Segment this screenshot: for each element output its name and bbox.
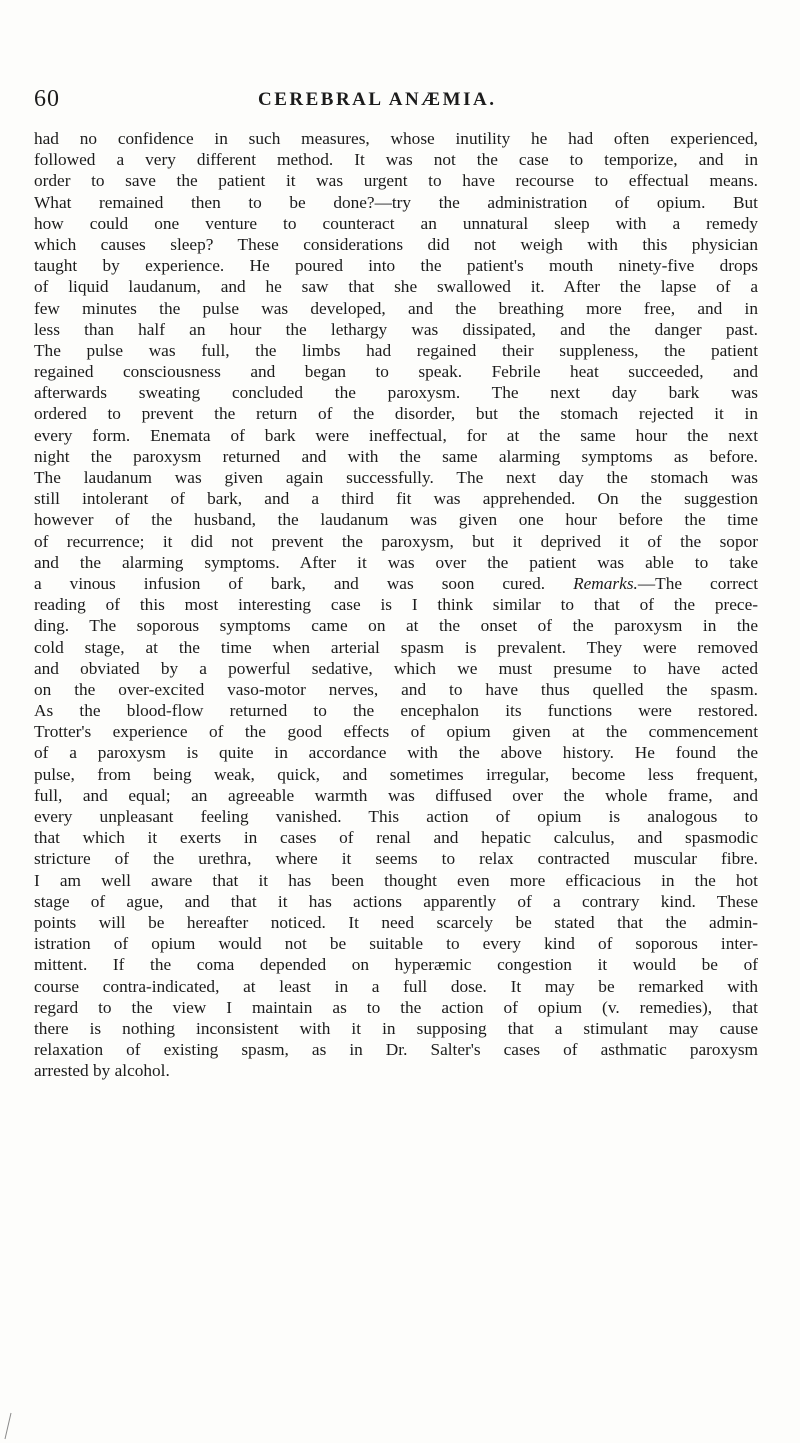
remarks-heading: Remarks.	[573, 573, 638, 593]
text-line: there is nothing inconsistent with it in supposing that a stimulant may cause	[34, 1018, 758, 1038]
page-number: 60	[34, 86, 60, 112]
text-line: ding. The soporous symptoms came on at the onset of the paroxysm in the	[34, 616, 758, 636]
text-line-final: arrested by alcohol.	[34, 1061, 170, 1081]
text-line: pulse, from being weak, quick, and sometimes irregular, become less frequent,	[34, 764, 758, 784]
text-line: of liquid laudanum, and he saw that she swallowed it. After the lapse of a	[34, 277, 758, 297]
text-line: however of the husband, the laudanum was given one hour before the time	[34, 510, 758, 530]
text-line: stricture of the urethra, where it seems to relax contracted muscular fibre.	[34, 849, 758, 869]
chapter-title: CEREBRAL ANÆMIA.	[258, 89, 497, 110]
running-head	[34, 86, 754, 116]
remarks-trail-text: —The correct	[637, 573, 758, 593]
remarks-lead-text: a vinous infusion of bark, and was soon cured.	[34, 573, 574, 593]
text-line: that which it exerts in cases of renal and hepatic calculus, and spasmodic	[34, 828, 758, 848]
text-line: afterwards sweating concluded the paroxysm. The next day bark was	[34, 383, 758, 403]
text-line: The laudanum was given again successfully. The next day the stomach was	[34, 468, 758, 487]
text-line: regard to the view I maintain as to the action of opium (v. remedies), that	[34, 997, 758, 1017]
text-line: full, and equal; an agreeable warmth was diffused over the whole frame, and	[34, 785, 758, 805]
text-line: cold stage, at the time when arterial spasm is prevalent. They were removed	[34, 637, 758, 657]
text-line: The pulse was full, the limbs had regained their suppleness, the patient	[34, 340, 758, 360]
text-line: and the alarming symptoms. After it was over the patient was able to take	[34, 552, 758, 572]
text-line: points will be hereafter noticed. It need scarcely be stated that the admin-	[34, 912, 758, 932]
text-line: What remained then to be done?—try the administration of opium. But	[34, 192, 758, 212]
text-line: less than half an hour the lethargy was dissipated, and the danger past.	[34, 319, 758, 339]
margin-pencil-mark	[3, 1412, 13, 1440]
body-text	[34, 128, 758, 1081]
text-line: mittent. If the coma depended on hyperæmic congestion it would be of	[34, 955, 758, 975]
text-line: As the blood-flow returned to the encephalon its functions were restored.	[34, 701, 758, 721]
text-line: followed a very different method. It was not the case to temporize, and in	[34, 150, 758, 170]
text-line: how could one venture to counteract an unnatural sleep with a remedy	[34, 213, 758, 233]
text-line: course contra-indicated, at least in a full dose. It may be remarked with	[34, 976, 758, 996]
text-line: which causes sleep? These considerations did not weigh with this physician	[34, 234, 758, 254]
text-line: night the paroxysm returned and with the same alarming symptoms as before.	[34, 446, 758, 466]
text-line: istration of opium would not be suitable to every kind of soporous inter-	[34, 934, 758, 954]
text-line-remarks	[34, 573, 758, 594]
text-line: every form. Enemata of bark were ineffectual, for at the same hour the next	[34, 425, 758, 445]
text-line: few minutes the pulse was developed, and the breathing more free, and in	[34, 298, 758, 318]
text-line: on the over-excited vaso-motor nerves, and to have thus quelled the spasm.	[34, 679, 758, 699]
text-line: order to save the patient it was urgent to have recourse to effectual means.	[34, 171, 758, 191]
text-line: taught by experience. He poured into the patient's mouth ninety-five drops	[34, 256, 758, 276]
text-line: reading of this most interesting case is I think similar to that of the prece-	[34, 595, 758, 615]
text-line: stage of ague, and that it has actions apparently of a contrary kind. These	[34, 891, 758, 911]
text-line: ordered to prevent the return of the disorder, but the stomach rejected it in	[34, 404, 758, 424]
text-line: relaxation of existing spasm, as in Dr. Salter's cases of asthmatic paroxysm	[34, 1040, 758, 1060]
text-line: still intolerant of bark, and a third fit was apprehended. On the suggestion	[34, 489, 758, 509]
text-line: of a paroxysm is quite in accordance with the above history. He found the	[34, 743, 758, 763]
text-line: and obviated by a powerful sedative, which we must presume to have acted	[34, 658, 758, 678]
text-line: I am well aware that it has been thought even more efficacious in the hot	[34, 870, 758, 890]
text-line: every unpleasant feeling vanished. This action of opium is analogous to	[34, 807, 758, 826]
text-line: had no confidence in such measures, whose inutility he had often experienced,	[34, 129, 758, 148]
text-line: Trotter's experience of the good effects of opium given at the commencement	[34, 722, 758, 742]
text-line: of recurrence; it did not prevent the paroxysm, but it deprived it of the sopor	[34, 531, 758, 551]
text-line: regained consciousness and began to speak. Febrile heat succeeded, and	[34, 362, 758, 382]
